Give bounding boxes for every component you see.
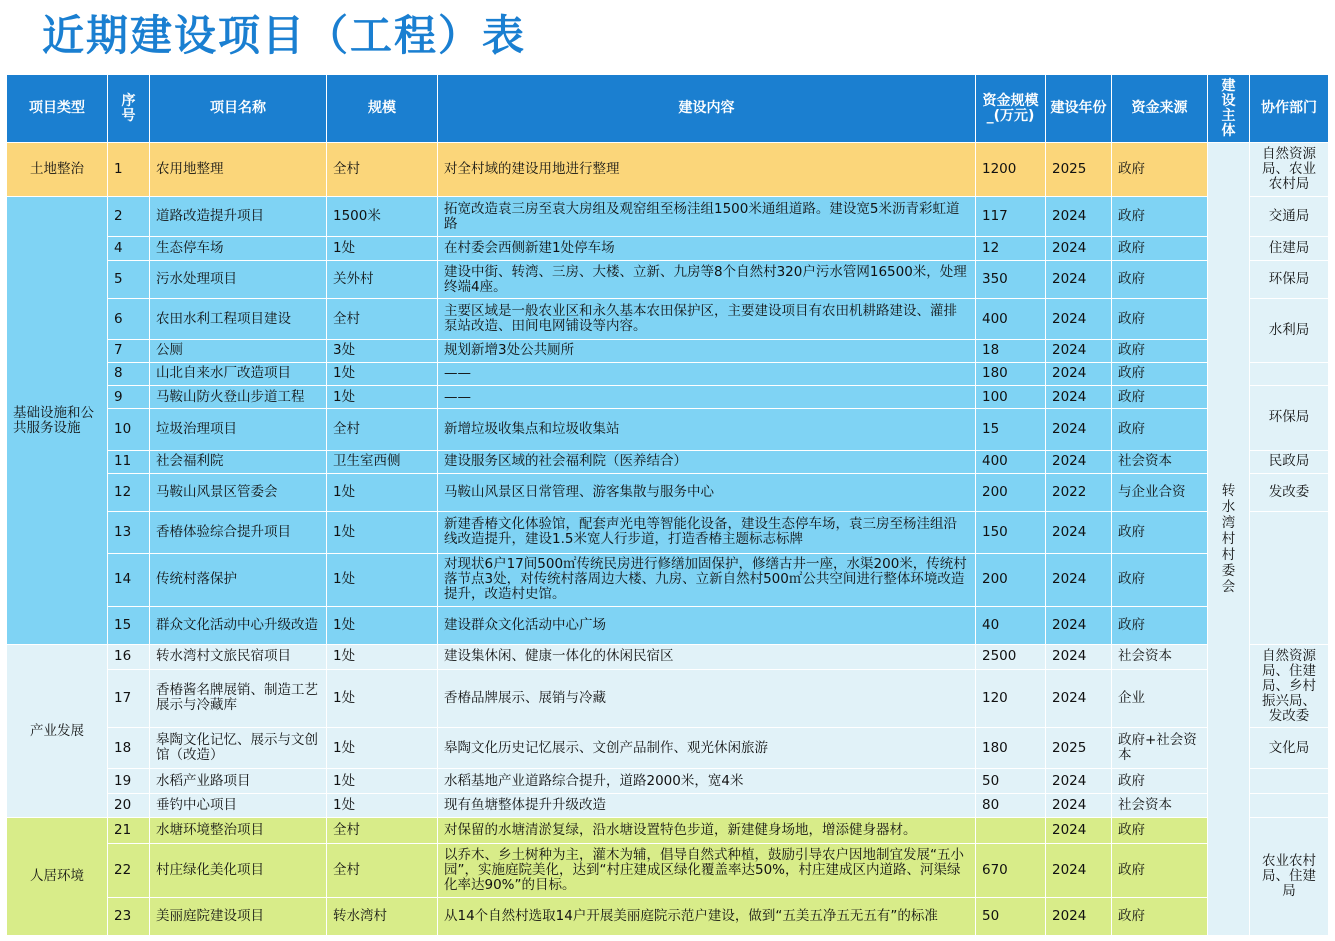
cell-content: 建设集休闲、健康一体化的休闲民宿区: [438, 645, 976, 669]
table-row: [7, 197, 1329, 236]
cell-source: 政府: [1112, 236, 1208, 260]
cell-year: 2024: [1046, 769, 1112, 793]
category-industry: 产业发展: [7, 645, 108, 817]
cell-content: 建设中街、转湾、三房、大楼、立新、九房等8个自然村320户污水管网16500米，处理终端4座。: [438, 261, 976, 299]
cell-year: 2024: [1046, 669, 1112, 728]
table-row: [7, 897, 1329, 935]
cell-name: 群众文化活动中心升级改造: [150, 607, 327, 645]
cell-name: 社会福利院: [150, 450, 327, 473]
table-header: [7, 75, 1329, 143]
cell-fund: 180: [976, 362, 1046, 385]
cell-scale: 1处: [327, 607, 438, 645]
cell-scale: 1处: [327, 236, 438, 260]
cell-content: ——: [438, 362, 976, 385]
construction-subject: 转水湾村村委会: [1208, 143, 1250, 936]
cell-no: 17: [108, 669, 150, 728]
cell-dept: 发改委: [1250, 473, 1329, 511]
cell-scale: 全村: [327, 817, 438, 843]
cell-scale: 3处: [327, 339, 438, 362]
table-row: [7, 793, 1329, 817]
cell-fund: 40: [976, 607, 1046, 645]
cell-scale: 1处: [327, 669, 438, 728]
cell-name: 垂钓中心项目: [150, 793, 327, 817]
cell-no: 22: [108, 844, 150, 897]
cell-name: 公厕: [150, 339, 327, 362]
cell-content: 建设服务区域的社会福利院（医养结合）: [438, 450, 976, 473]
cell-name: 马鞍山风景区管委会: [150, 473, 327, 511]
cell-source: 政府: [1112, 143, 1208, 197]
cell-content: 新增垃圾收集点和垃圾收集站: [438, 409, 976, 450]
table-row: [7, 409, 1329, 450]
cell-scale: 1处: [327, 645, 438, 669]
header-subject: 建设主体: [1208, 75, 1250, 143]
cell-dept: 交通局: [1250, 197, 1329, 236]
cell-source: 政府+社会资本: [1112, 728, 1208, 769]
cell-no: 5: [108, 261, 150, 299]
table-row: [7, 769, 1329, 793]
cell-fund: 12: [976, 236, 1046, 260]
cell-no: 11: [108, 450, 150, 473]
cell-dept-empty: [1250, 769, 1329, 793]
cell-year: 2024: [1046, 607, 1112, 645]
cell-name: 传统村落保护: [150, 553, 327, 606]
cell-source: 政府: [1112, 769, 1208, 793]
cell-scale: 卫生室西侧: [327, 450, 438, 473]
cell-no: 2: [108, 197, 150, 236]
cell-name: 垃圾治理项目: [150, 409, 327, 450]
cell-scale: 1处: [327, 362, 438, 385]
header-dept: 协作部门: [1250, 75, 1329, 143]
cell-no: 16: [108, 645, 150, 669]
cell-source: 与企业合资: [1112, 473, 1208, 511]
cell-year: 2025: [1046, 143, 1112, 197]
header-source: 资金来源: [1112, 75, 1208, 143]
cell-source: 政府: [1112, 607, 1208, 645]
cell-year: 2024: [1046, 362, 1112, 385]
cell-fund: 1200: [976, 143, 1046, 197]
cell-fund: 100: [976, 386, 1046, 409]
cell-scale: 全村: [327, 299, 438, 339]
cell-year: 2024: [1046, 299, 1112, 339]
cell-content: 对全村域的建设用地进行整理: [438, 143, 976, 197]
cell-source: 政府: [1112, 553, 1208, 606]
cell-name: 香椿酱名牌展销、制造工艺展示与冷藏库: [150, 669, 327, 728]
cell-no: 19: [108, 769, 150, 793]
cell-scale: 1处: [327, 512, 438, 553]
table-row: [7, 339, 1329, 362]
cell-year: 2025: [1046, 728, 1112, 769]
cell-year: 2024: [1046, 409, 1112, 450]
cell-fund: 670: [976, 844, 1046, 897]
cell-year: 2024: [1046, 844, 1112, 897]
table-row: [7, 261, 1329, 299]
cell-year: 2024: [1046, 645, 1112, 669]
cell-no: 1: [108, 143, 150, 197]
table-row: [7, 236, 1329, 260]
cell-year: 2024: [1046, 339, 1112, 362]
cell-content: 新建香椿文化体验馆，配套声光电等智能化设备，建设生态停车场，袁三房至杨洼组沿线改造提升，建设1.5米宽人行步道，打造香椿主题标志标牌: [438, 512, 976, 553]
cell-source: 政府: [1112, 386, 1208, 409]
cell-content: 从14个自然村选取14户开展美丽庭院示范户建设，做到“五美五净五无五有”的标准: [438, 897, 976, 935]
cell-scale: 1处: [327, 793, 438, 817]
cell-no: 18: [108, 728, 150, 769]
cell-content: 皋陶文化历史记忆展示、文创产品制作、观光休闲旅游: [438, 728, 976, 769]
cell-fund: 150: [976, 512, 1046, 553]
cell-dept: 住建局: [1250, 236, 1329, 260]
cell-no: 6: [108, 299, 150, 339]
cell-content: 建设群众文化活动中心广场: [438, 607, 976, 645]
cell-fund: 200: [976, 553, 1046, 606]
cell-dept-empty: [1250, 793, 1329, 817]
cell-content: 在村委会西侧新建1处停车场: [438, 236, 976, 260]
cell-no: 8: [108, 362, 150, 385]
cell-year: 2024: [1046, 512, 1112, 553]
cell-scale: 关外村: [327, 261, 438, 299]
header-scale: 规模: [327, 75, 438, 143]
cell-dept: 文化局: [1250, 728, 1329, 769]
cell-year: 2024: [1046, 450, 1112, 473]
cell-year: 2024: [1046, 236, 1112, 260]
cell-no: 9: [108, 386, 150, 409]
cell-scale: 1处: [327, 728, 438, 769]
cell-dept: 环保局: [1250, 261, 1329, 299]
table-row: [7, 386, 1329, 409]
cell-year: 2024: [1046, 553, 1112, 606]
cell-year: 2024: [1046, 897, 1112, 935]
cell-name: 马鞍山防火登山步道工程: [150, 386, 327, 409]
category-infra: 基础设施和公共服务设施: [7, 197, 108, 645]
cell-name: 水稻产业路项目: [150, 769, 327, 793]
cell-no: 20: [108, 793, 150, 817]
cell-scale: 全村: [327, 143, 438, 197]
cell-dept: 环保局: [1250, 386, 1329, 451]
cell-name: 农用地整理: [150, 143, 327, 197]
cell-content: 规划新增3处公共厕所: [438, 339, 976, 362]
cell-scale: 转水湾村: [327, 897, 438, 935]
cell-name: 水塘环境整治项目: [150, 817, 327, 843]
cell-year: 2024: [1046, 197, 1112, 236]
table-row: [7, 728, 1329, 769]
cell-name: 美丽庭院建设项目: [150, 897, 327, 935]
cell-content: 香椿品牌展示、展销与冷藏: [438, 669, 976, 728]
cell-scale: 全村: [327, 409, 438, 450]
cell-content: ——: [438, 386, 976, 409]
cell-dept: 自然资源局、农业农村局: [1250, 143, 1329, 197]
cell-source: 政府: [1112, 362, 1208, 385]
cell-fund: 400: [976, 299, 1046, 339]
table-row: [7, 844, 1329, 897]
cell-dept: 民政局: [1250, 450, 1329, 473]
cell-no: 23: [108, 897, 150, 935]
cell-fund: 117: [976, 197, 1046, 236]
cell-year: 2022: [1046, 473, 1112, 511]
cell-source: 社会资本: [1112, 450, 1208, 473]
cell-source: 政府: [1112, 261, 1208, 299]
cell-name: 生态停车场: [150, 236, 327, 260]
cell-scale: 1处: [327, 769, 438, 793]
cell-name: 山北自来水厂改造项目: [150, 362, 327, 385]
cell-name: 村庄绿化美化项目: [150, 844, 327, 897]
table-row: [7, 299, 1329, 339]
cell-name: 道路改造提升项目: [150, 197, 327, 236]
cell-dept: 自然资源局、住建局、乡村振兴局、发改委: [1250, 645, 1329, 728]
cell-content: 对保留的水塘清淤复绿，沿水塘设置特色步道，新建健身场地，增添健身器材。: [438, 817, 976, 843]
cell-source: 政府: [1112, 409, 1208, 450]
cell-name: 污水处理项目: [150, 261, 327, 299]
cell-year: 2024: [1046, 817, 1112, 843]
cell-year: 2024: [1046, 386, 1112, 409]
cell-name: 香椿体验综合提升项目: [150, 512, 327, 553]
page-title: 近期建设项目（工程）表: [42, 11, 527, 60]
table-row: [7, 143, 1329, 197]
cell-scale: 1处: [327, 386, 438, 409]
cell-content: 以乔木、乡土树种为主，灌木为辅，倡导自然式种植，鼓励引导农户因地制宜发展“五小园”，实施庭院美化，达到“村庄建成区绿化覆盖率达50%，村庄建成区内道路、河渠绿化率达90%”的目标。: [438, 844, 976, 897]
cell-year: 2024: [1046, 261, 1112, 299]
cell-source: 社会资本: [1112, 793, 1208, 817]
table-row: [7, 362, 1329, 385]
table-row: [7, 669, 1329, 728]
cell-no: 15: [108, 607, 150, 645]
table-row: [7, 645, 1329, 669]
cell-source: 政府: [1112, 197, 1208, 236]
cell-content: 对现状6户17间500㎡传统民房进行修缮加固保护，修缮古井一座，水渠200米，传统村落节点3处，对传统村落周边大楼、九房、立新自然村500㎡公共空间进行整体环境改造提升，改造村史馆。: [438, 553, 976, 606]
header-name: 项目名称: [150, 75, 327, 143]
cell-name: 皋陶文化记忆、展示与文创馆（改造）: [150, 728, 327, 769]
header-content: 建设内容: [438, 75, 976, 143]
header-type: 项目类型: [7, 75, 108, 143]
cell-fund: 400: [976, 450, 1046, 473]
cell-content: 拓宽改造袁三房至袁大房组及观窑组至杨洼组1500米通组道路。建设宽5米沥青彩虹道路: [438, 197, 976, 236]
cell-dept-empty: [1250, 512, 1329, 645]
table-row: [7, 607, 1329, 645]
cell-no: 21: [108, 817, 150, 843]
table-row: [7, 450, 1329, 473]
header-year: 建设年份: [1046, 75, 1112, 143]
cell-scale: 1处: [327, 553, 438, 606]
cell-source: 政府: [1112, 339, 1208, 362]
projects-table: [6, 74, 1329, 936]
cell-source: 企业: [1112, 669, 1208, 728]
cell-source: 社会资本: [1112, 645, 1208, 669]
cell-source: 政府: [1112, 844, 1208, 897]
cell-source: 政府: [1112, 512, 1208, 553]
cell-no: 14: [108, 553, 150, 606]
cell-fund: 15: [976, 409, 1046, 450]
cell-fund: 2500: [976, 645, 1046, 669]
cell-fund: 50: [976, 897, 1046, 935]
cell-dept: 水利局: [1250, 299, 1329, 363]
header-seq: 序号: [108, 75, 150, 143]
cell-name: 转水湾村文旅民宿项目: [150, 645, 327, 669]
cell-no: 7: [108, 339, 150, 362]
cell-content: 水稻基地产业道路综合提升，道路2000米，宽4米: [438, 769, 976, 793]
cell-dept: 农业农村局、住建局: [1250, 817, 1329, 935]
cell-fund: 18: [976, 339, 1046, 362]
cell-fund: 50: [976, 769, 1046, 793]
cell-no: 13: [108, 512, 150, 553]
table-row: [7, 512, 1329, 553]
cell-content: 主要区域是一般农业区和永久基本农田保护区，主要建设项目有农田机耕路建设、灌排泵站改造、田间电网铺设等内容。: [438, 299, 976, 339]
header-fund: 资金规模_(万元): [976, 75, 1046, 143]
cell-dept-empty: [1250, 362, 1329, 385]
cell-scale: 1500米: [327, 197, 438, 236]
cell-content: 马鞍山风景区日常管理、游客集散与服务中心: [438, 473, 976, 511]
category-land: 土地整治: [7, 143, 108, 197]
cell-year: 2024: [1046, 793, 1112, 817]
table-row: [7, 473, 1329, 511]
cell-source: 政府: [1112, 299, 1208, 339]
cell-source: 政府: [1112, 817, 1208, 843]
cell-no: 4: [108, 236, 150, 260]
cell-fund: [976, 817, 1046, 843]
table-row: [7, 553, 1329, 606]
cell-source: 政府: [1112, 897, 1208, 935]
cell-fund: 350: [976, 261, 1046, 299]
cell-no: 12: [108, 473, 150, 511]
cell-fund: 180: [976, 728, 1046, 769]
cell-scale: 全村: [327, 844, 438, 897]
category-living: 人居环境: [7, 817, 108, 935]
cell-no: 10: [108, 409, 150, 450]
cell-fund: 200: [976, 473, 1046, 511]
cell-scale: 1处: [327, 473, 438, 511]
cell-fund: 120: [976, 669, 1046, 728]
cell-name: 农田水利工程项目建设: [150, 299, 327, 339]
table-row: [7, 817, 1329, 843]
cell-fund: 80: [976, 793, 1046, 817]
cell-content: 现有鱼塘整体提升升级改造: [438, 793, 976, 817]
